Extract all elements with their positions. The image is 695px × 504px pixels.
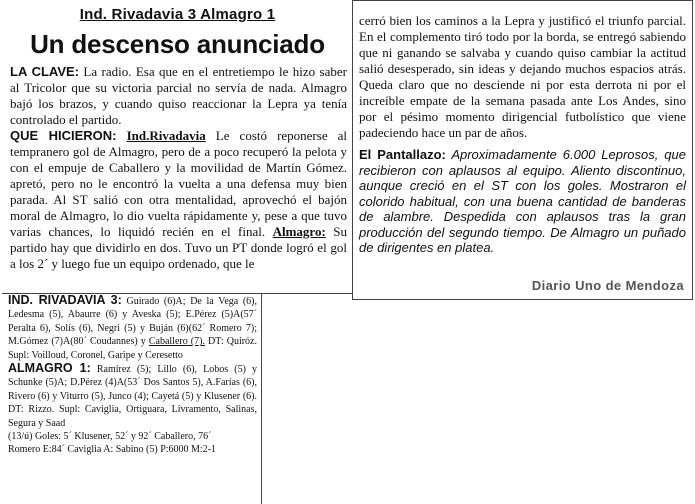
que-hicieron-label: QUE HICIERON: — [10, 128, 117, 143]
article-headline: Un descenso anunciado — [30, 29, 325, 59]
team2-players: Ramírez (5); Lillo (6), Lobos (5) y Schunke (5)A; D.Pérez (4)A(53´ Dos Santos 5), A.Farías (6), Rivero (6) y Viturro (5), Junco (4); Cayetá (5) y Klusener (6). DT: Rizzo. Supl: Caviglia, Ortiguara, Livramento, Salinas, Segura y Saad — [8, 364, 257, 429]
team1-scorer: Caballero (7). — [148, 336, 205, 348]
article-main-column — [2, 4, 354, 294]
pantallazo-paragraph — [353, 141, 692, 256]
goals-line: (13/ú) Goles: 5´ Klusener, 52´ y 92´ Caballero, 76´ — [8, 431, 212, 443]
que-hicieron-paragraph — [2, 128, 353, 272]
match-goals — [2, 430, 261, 457]
team1-lineup — [2, 294, 261, 362]
lineup-box — [2, 294, 262, 504]
team2-lineup — [2, 362, 261, 430]
team1-analysis: Le costó reponerse al tempranero gol de Almagro, pero de a poco recuperó la pelota y con el empuje de Caballero y la movilidad de Martín Gómez. apretó, pero no le encontró la vuelta a una defensa muy bien parada. Al ST salió con otra mentalidad, aprovechó el bajón moral de Almagro, lo dio vuelta rápidamente y, pese a que tuvo varias chances, lo liquidó recién en el final. — [10, 128, 348, 239]
pantallazo-text: Aproximadamente 6.000 Leprosos, que recibieron con aplausos al equipo. Aliento discontinuo, aunque creció en el ST con los goles. Mostraron el colorido habitual, con una buena cantidad de banderas de alambre. Despedida con aplausos tras la gran producción del segundo tiempo. De Almagro un puñado de dirigentes en platea. — [359, 147, 686, 255]
pantallazo-label: El Pantallazo: — [359, 147, 446, 162]
source-credit: Diario Uno de Mendoza — [531, 278, 684, 293]
team1-coach-subs: DT: Quiróz. Supl: Voilloud, Coronel, Garipe y Ceresetto — [8, 336, 257, 361]
team1-name: Ind.Rivadavia — [126, 128, 206, 143]
la-clave-text: La radio. Esa que en el entretiempo le hizo saber al Tricolor que su victoria parcial no servía de nada. Almagro bajó los brazos, y cuando quiso reaccionar la Lepra ya tenía controlado el partido. — [10, 64, 347, 127]
la-clave-label: LA CLAVE: — [10, 64, 80, 79]
team2-lineup-heading: ALMAGRO 1: — [8, 361, 91, 376]
team2-analysis: Su partido hay que dividirlo en dos. Tuvo un PT donde logró el gol a los 2´ y luego fue un equipo ordenado, que le — [10, 224, 347, 271]
team1-players: Guirado (6)A; De la Vega (6), Ledesma (5), Abaurre (6) y Aveska (5); E.Pérez (5)A(57´ Peralta 6), Solís (6), Negri (5) y Buján (6)(62´ Romero 7); M.Gómez (7)A(80´ Coudannes) y — [8, 296, 258, 348]
team1-lineup-heading: IND. RIVADAVIA 3: — [8, 293, 122, 307]
article-kicker: Ind. Rivadavia 3 Almagro 1 — [79, 6, 276, 23]
la-clave-paragraph — [2, 64, 353, 128]
article-continuation: cerró bien los caminos a la Lepra y justificó el triunfo parcial. En el complemento tiró todo por la borda, se entregó sabiendo que ni ganando se salvaba y cuando quiso cambiar la actitud salió desesperado, sin ideas y dejando muchos espacios atrás. Queda claro que no desciende ni por esta derrota ni por el increíble empate de la semana pasada ante Los Andes, sino por el pésimo momento dirigencial futbolístico que viene padeciendo hace un par de años. — [359, 13, 686, 140]
article-right-column — [352, 0, 693, 300]
match-footer-line: Romero E:84´ Caviglia A: Sabino (5) P:6000 M:2-1 — [8, 444, 217, 456]
team2-name: Almagro: — [272, 224, 326, 239]
